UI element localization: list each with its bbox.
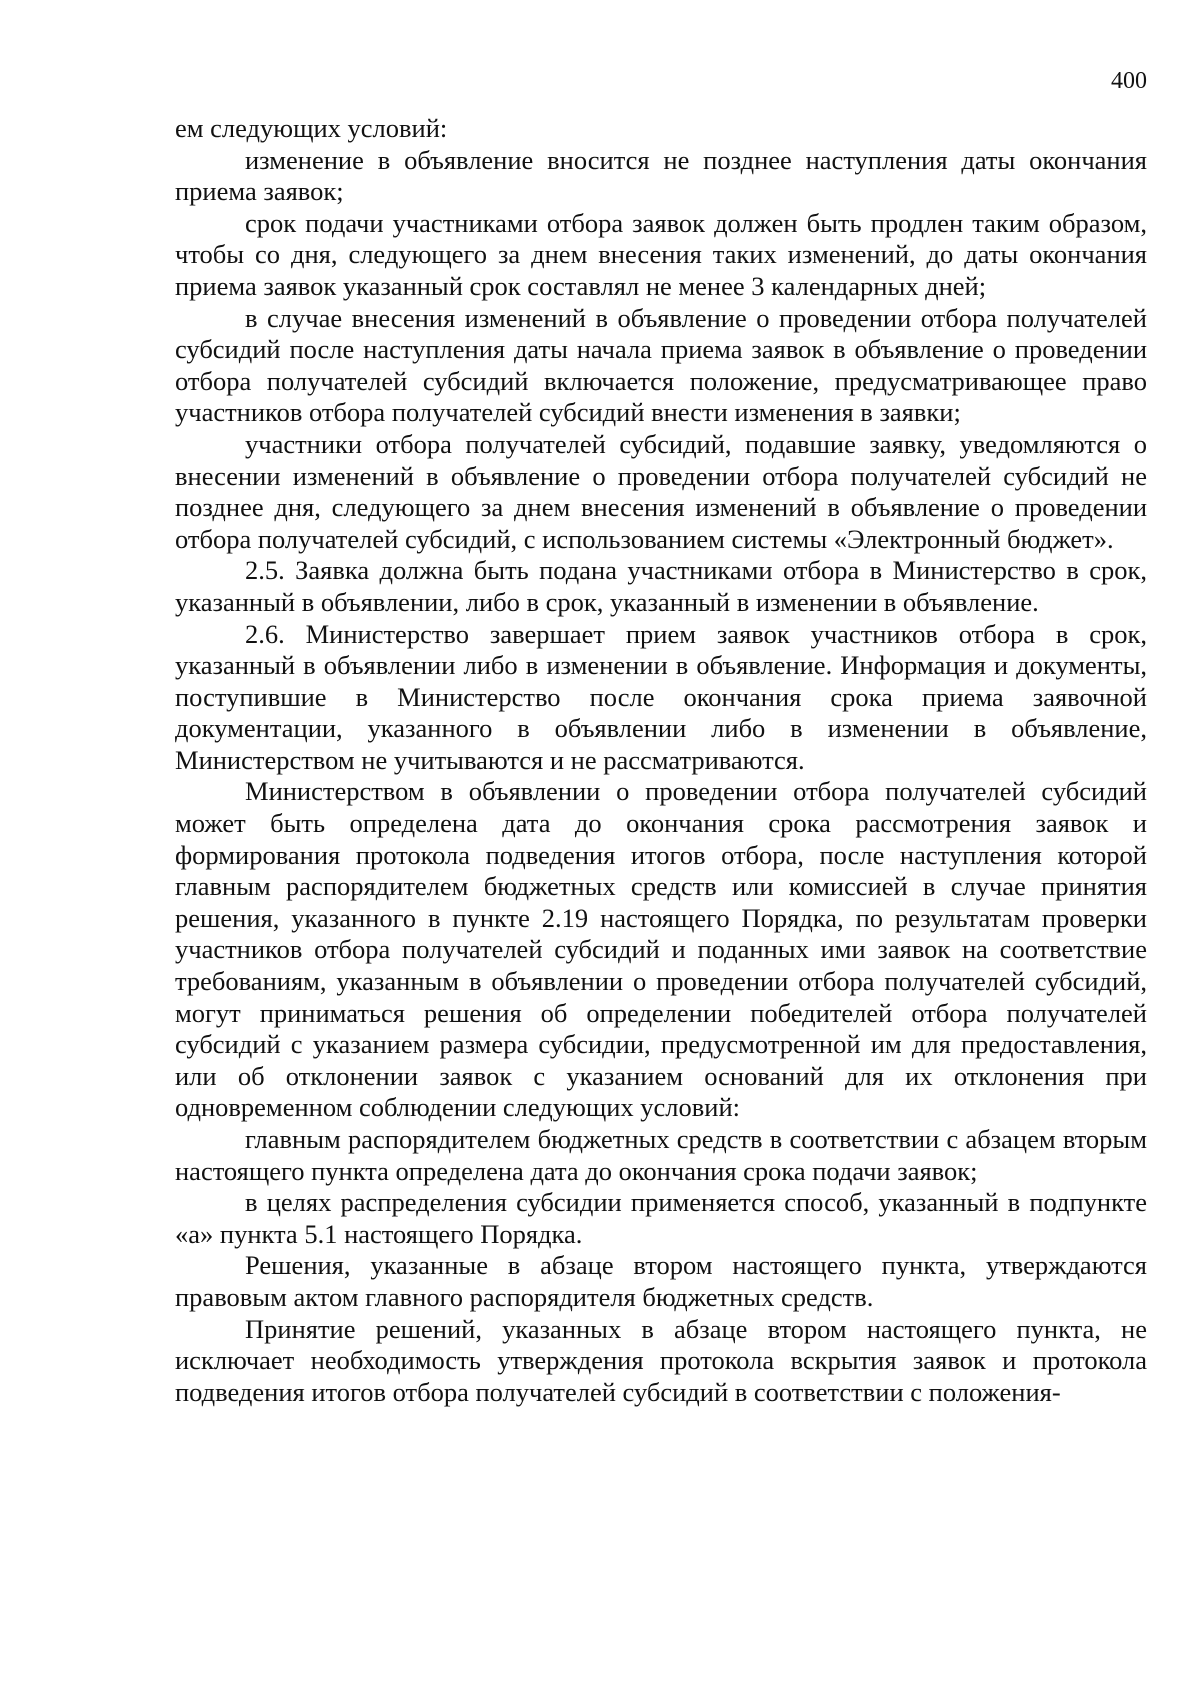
paragraph: в случае внесения изменений в объявление о проведении отбора получателей субсидий после наступления даты начала приема заявок в объявление о проведении отбора получателей субсидий включается положение, предусматривающее право участников отбора получателей субсидий внести изменения в заявки; — [175, 302, 1147, 428]
paragraph: главным распорядителем бюджетных средств в соответствии с абзацем вторым настоящего пункта определена дата до окончания срока подачи заявок; — [175, 1124, 1147, 1186]
paragraph: Принятие решений, указанных в абзаце втором настоящего пункта, не исключает необходимость утверждения протокола вскрытия заявок и протокола подведения итогов отбора получателей субсидий в соответствии с положения- — [175, 1313, 1147, 1407]
paragraph-clause-2-5: 2.5. Заявка должна быть подана участниками отбора в Министерство в срок, указанный в объявлении, либо в срок, указанный в изменении в объявление. — [175, 555, 1147, 617]
paragraph: участники отбора получателей субсидий, подавшие заявку, уведомляются о внесении изменений в объявление о проведении отбора получателей субсидий не позднее дня, следующего за днем внесения изменений в объявление о проведении отбора получателей субсидий, с использованием системы «Электронный бюджет». — [175, 428, 1147, 554]
paragraph-continuation: ем следующих условий: — [175, 113, 448, 143]
paragraph: в целях распределения субсидии применяется способ, указанный в подпункте «а» пункта 5.1 настоящего Порядка. — [175, 1187, 1147, 1249]
paragraph: Решения, указанные в абзаце втором настоящего пункта, утверждаются правовым актом главного распорядителя бюджетных средств. — [175, 1250, 1147, 1312]
paragraph-clause-2-6: 2.6. Министерство завершает прием заявок участников отбора в срок, указанный в объявлении либо в изменении в объявление. Информация и документы, поступившие в Министерство после окончания срока приема заявочной документации, указанного в объявлении либо в изменении в объявление, Министерством не учитываются и не рассматриваются. — [175, 618, 1147, 775]
paragraph: срок подачи участниками отбора заявок должен быть продлен таким образом, чтобы со дня, следующего за днем внесения таких изменений, до даты окончания приема заявок указанный срок составлял не менее 3 календарных дней; — [175, 207, 1147, 301]
paragraph: изменение в объявление вносится не позднее наступления даты окончания приема заявок; — [175, 144, 1147, 207]
page-number: 400 — [1111, 68, 1147, 94]
paragraph: Министерством в объявлении о проведении отбора получателей субсидий может быть определена дата до окончания срока рассмотрения заявок и формирования протокола подведения итогов отбора, после наступления которой главным распорядителем бюджетных средств или комиссией в случае принятия решения, указанного в пункте 2.19 настоящего Порядка, по результатам проверки участников отбора получателей субсидий и поданных ими заявок на соответствие требованиям, указанным в объявлении о проведении отбора получателей субсидий, могут приниматься решения об определении победителей отбора получателей субсидий с указанием размера субсидии, предусмотренной им для предоставления, или об отклонении заявок с указанием оснований для их отклонения при одновременном соблюдении следующих условий: — [175, 776, 1147, 1123]
document-body — [175, 113, 1147, 1408]
